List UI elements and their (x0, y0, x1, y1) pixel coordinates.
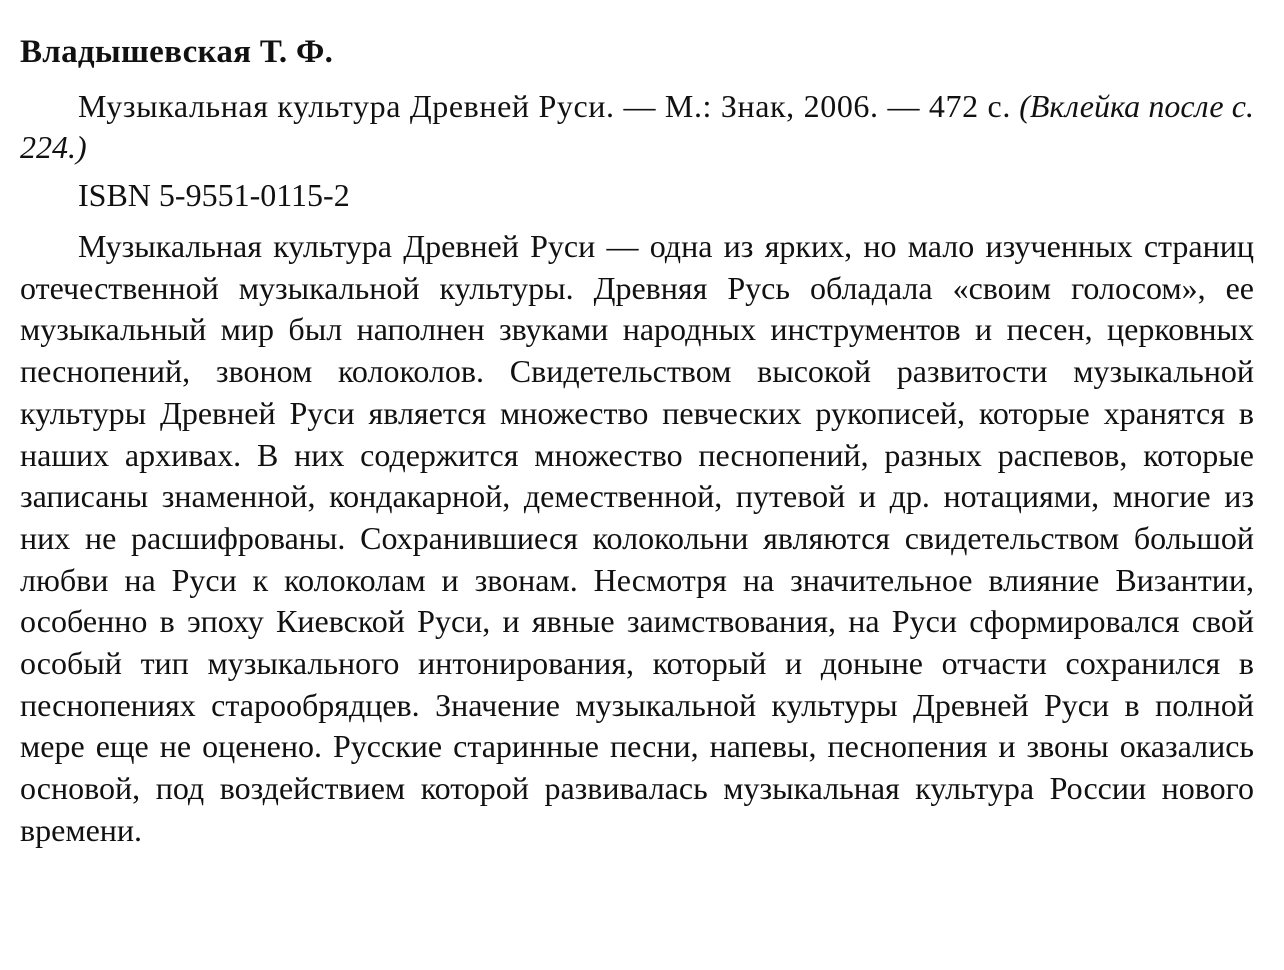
insert-note: (Вклейка после с. 224.) (20, 88, 1255, 165)
citation-text: Музыкальная культура Древней Руси. — М.: Знак, 2006. — 472 с. (78, 88, 1011, 124)
bibliographic-citation (20, 86, 1254, 168)
author-name: Владышевская Т. Ф. (20, 34, 334, 70)
document-page (20, 30, 1254, 852)
abstract-paragraph: Музыкальная культура Древней Руси — одна из ярких, но мало изученных страниц отечественной музыкальной культуры. Древняя Русь обладала «своим голосом», ее музыкальный мир был наполнен звуками народных инструментов и песен, церковных песнопений, звоном колоколов. Свидетельством высокой развитости музыкальной культуры Древней Руси является множество певческих рукописей, которые хранятся в наших архивах. В них содержится множество песнопений, разных распевов, которые записаны знаменной, кондакарной, демественной, путевой и др. нотациями, многие из них не расшифрованы. Сохранившиеся колокольни являются свидетельством большой любви на Руси к колоколам и звонам. Несмотря на значительное влияние Византии, особенно в эпоху Киевской Руси, и явные заимствования, на Руси сформировался свой особый тип музыкального интонирования, который и доныне отчасти сохранился в песнопениях старообрядцев. Значение музыкальной культуры Древней Руси в полной мере еще не оценено. Русские старинные песни, напевы, песнопения и звоны оказались основой, под воздействием которой развивалась музыкальная культура России нового времени. (20, 228, 1254, 848)
isbn-number: ISBN 5-9551-0115-2 (78, 177, 350, 213)
